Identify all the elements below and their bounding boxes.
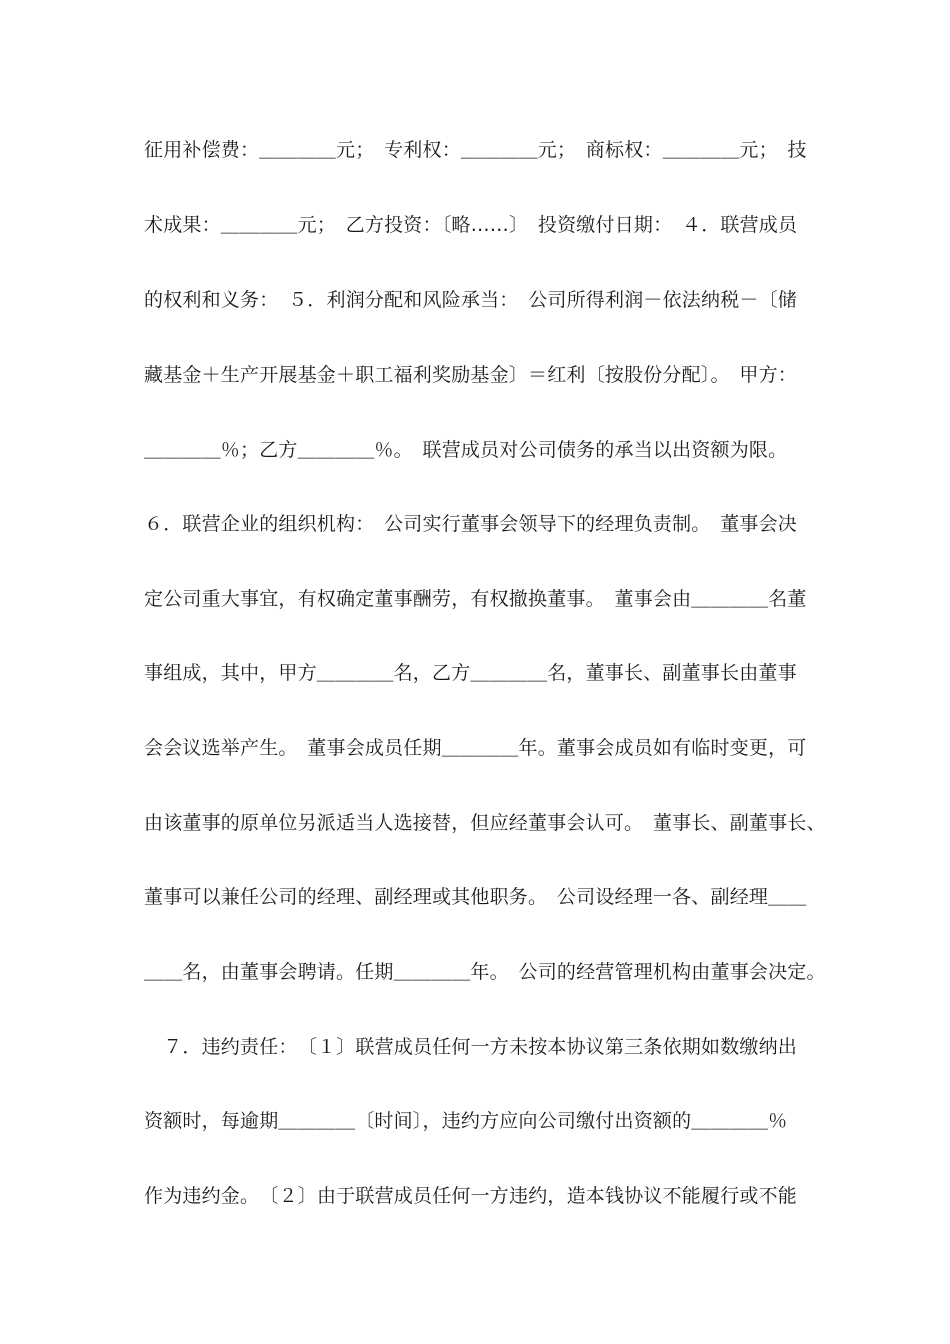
text-line: 的权利和义务： ５．利润分配和风险承当： 公司所得利润－依法纳税－〔储 (144, 289, 798, 311)
text-line: 董事可以兼任公司的经理、副经理或其他职务。 公司设经理一各、副经理＿＿ (144, 886, 807, 908)
text-line: 资额时，每逾期＿＿＿＿〔时间〕，违约方应向公司缴付出资额的＿＿＿＿％ (144, 1110, 788, 1132)
text-line: 由该董事的原单位另派适当人选接替，但应经董事会认可。 董事长、副董事长、 (144, 812, 826, 834)
text-line: ７．违约责任： 〔１〕联营成员任何一方未按本协议第三条依期如数缴纳出 (144, 1036, 798, 1058)
text-line: ６．联营企业的组织机构： 公司实行董事会领导下的经理负责制。 董事会决 (144, 513, 798, 535)
text-line: 作为违约金。 〔２〕由于联营成员任何一方违约，造本钱协议不能履行或不能 (144, 1185, 798, 1207)
text-line: 定公司重大事宜，有权确定董事酬劳，有权撤换董事。 董事会由＿＿＿＿名董 (144, 588, 807, 610)
text-line: 征用补偿费：＿＿＿＿元； 专利权：＿＿＿＿元； 商标权：＿＿＿＿元； 技 (144, 139, 807, 161)
text-line: 术成果：＿＿＿＿元； 乙方投资：〔略……〕 投资缴付日期： ４．联营成员 (144, 214, 798, 236)
text-line: ＿＿名，由董事会聘请。任期＿＿＿＿年。 公司的经营管理机构由董事会决定。 (144, 961, 826, 983)
text-line: ＿＿＿＿％；乙方＿＿＿＿％。 联营成员对公司债务的承当以出资额为限。 (144, 439, 788, 461)
text-line: 藏基金＋生产开展基金＋职工福利奖励基金〕＝红利〔按股份分配〕。 甲方： (144, 364, 798, 386)
text-line: 事组成，其中，甲方＿＿＿＿名，乙方＿＿＿＿名，董事长、副董事长由董事 (144, 662, 797, 684)
text-line: 会会议选举产生。 董事会成员任期＿＿＿＿年。董事会成员如有临时变更，可 (144, 737, 807, 759)
